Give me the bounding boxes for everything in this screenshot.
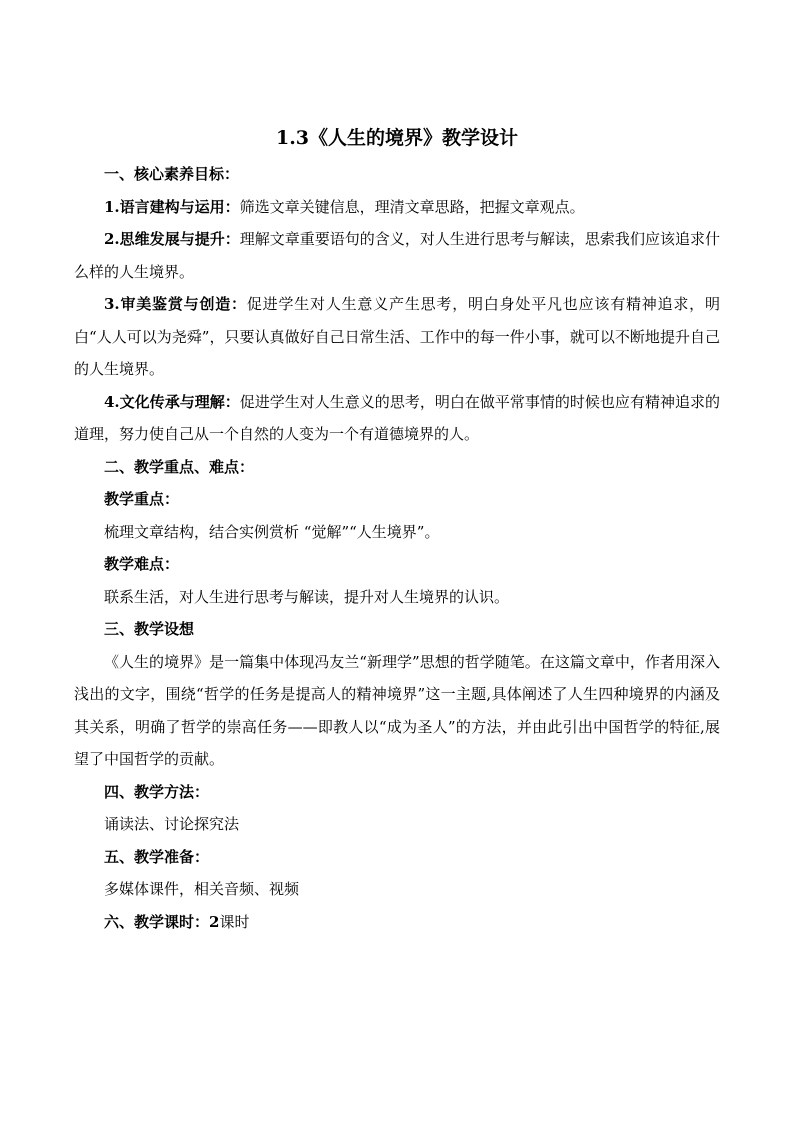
objective-item-2 [74,223,720,288]
objective-text: 促进学生对人生意义产生思考，明白身处平凡也应该有精神追求，明白“人人可以为尧舜”，只要认真做好自己日常生活、工作中的每一件小事，就可以不断地提升自己的人生境界。 [74,295,720,378]
methods-text: 诵读法、讨论探究法 [104,815,240,833]
section-heading-class-hours [74,906,720,939]
section-heading-design: 三、教学设想 [104,620,195,638]
objective-text: 理解文章重要语句的含义，对人生进行思考与解读，思索我们应该追求什么样的人生境界。 [74,230,720,281]
key-point-label: 教学重点： [104,490,180,508]
class-hours-unit: 课时 [219,912,250,931]
objective-label: 4.文化传承与理解： [104,392,240,411]
objective-item-3 [74,288,720,386]
difficult-point-label: 教学难点： [104,555,180,573]
key-point-text: 梳理文章结构，结合实例赏析 “觉解”“人生境界”。 [104,522,440,541]
objective-text: 筛选文章关键信息，理清文章思路，把握文章观点。 [239,197,585,216]
document-title: 1.3《人生的境界》教学设计 [275,127,519,149]
objective-label: 2.思维发展与提升： [104,230,240,248]
objective-label: 1.语言建构与运用： [104,197,240,216]
objective-item-1 [74,191,720,224]
objective-text: 促进学生对人生意义的思考，明白在做平常事情的时候也应有精神追求的道理，努力使自己从一个自然的人变为一个有道德境界的人。 [74,392,720,443]
preparation-text: 多媒体课件，相关音频、视频 [104,880,300,898]
design-paragraph: 《人生的境界》是一篇集中体现冯友兰“新理学”思想的哲学随笔。在这篇文章中，作者用深入浅出的文字，围绕“哲学的任务是提高人的精神境界”这一主题,具体阐述了人生四种境界的内涵及其关系，明确了哲学的崇高任务——即教人以“成为圣人”的方法，并由此引出中国哲学的特征,展望了中国哲学的贡献。 [74,652,720,768]
section-heading-key-points: 二、教学重点、难点： [104,457,255,476]
document-body [74,158,720,938]
section-heading-preparation: 五、教学准备： [104,847,210,866]
section-heading-methods: 四、教学方法： [104,782,210,801]
section-heading-objectives: 一、核心素养目标： [104,165,240,183]
objective-label: 3.审美鉴赏与创造： [104,295,247,313]
class-hours-label: 六、教学课时： [104,912,210,931]
objective-item-4 [74,386,720,451]
class-hours-value: 2 [209,912,220,931]
difficult-point-text: 联系生活，对人生进行思考与解读，提升对人生境界的认识。 [104,587,510,606]
